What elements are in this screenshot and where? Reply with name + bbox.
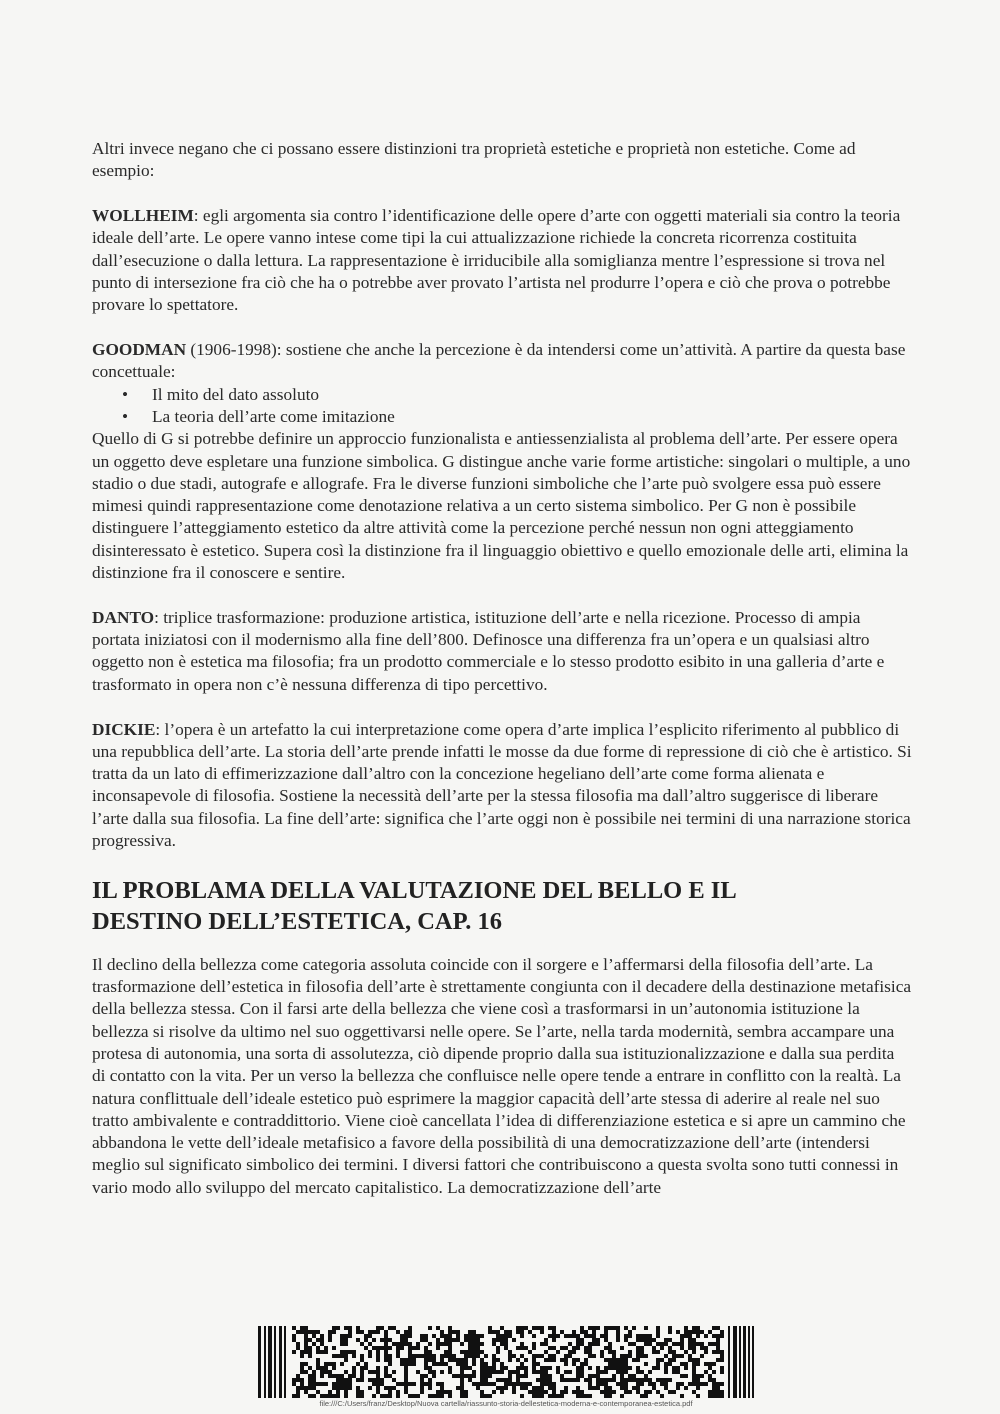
author-name: GOODMAN [92, 340, 187, 360]
paragraph-text: (1906-1998): sostiene che anche la percezione è da intendersi come un’attività. A partire da questa base concettuale: [92, 340, 906, 382]
goodman-continuation: Quello di G si potrebbe definire un approccio funzionalista e antiessenzialista al problema dell’arte. Per essere opera un oggetto deve espletare una funzione simbolica. G distingue anche varie forme artistiche: singolari o multiple, a uno stadio o due stadi, autografe e allografe. Fra le diverse funzioni simboliche che l’arte può svolgere essa può essere mimesi quindi rappresentazione come denotazione relativa a un certo sistema simbolico. Per G non è possibile distinguere l’atteggiamento estetico da altre attività come la percezione perché nessun non ogni atteggiamento disinteressato è estetico. Supera così la distinzione fra il linguaggio obiettivo e quello emozionale delle arti, elimina la distinzione fra il conoscere e sentire. [92, 429, 911, 583]
file-path-text: file:///C:/Users/franz/Desktop/Nuova cartella/riassunto-storia-dellestetica-moderna-e-contemporanea-estetica.pdf [319, 1399, 693, 1408]
document-body [92, 138, 912, 1199]
section-heading [92, 875, 912, 937]
heading-line: DESTINO DELL’ESTETICA, CAP. 16 [92, 907, 503, 935]
section-paragraph: Il declino della bellezza come categoria assoluta coincide con il sorgere e l’affermarsi della filosofia dell’arte. La trasformazione dell’estetica in filosofia dell’arte è strettamente congiunta con il decadere della destinazione metafisica della bellezza stessa. Con il farsi arte della bellezza che viene così a trasformarsi in un’autonomia istituzione la bellezza si risolve da ultimo nel suo oggettivarsi nelle opere. Se l’arte, nella tarda modernità, sembra accampare una protesa di autonomia, una sorta di assolutezza, ciò dipende proprio dalla sua istituzionalizzazione e dalla sua perdita di contatto con la vita. Per un verso la bellezza che confluisce nelle opere tende a entrare in conflitto con la realtà. La natura conflittuale dell’ideale estetico può esprimere la maggior capacità dell’arte stessa di aderire al reale nel suo tratto ambivalente e contraddittorio. Viene cioè cancellata l’idea di differenziazione estetica e si apre un cammino che abbandona le vette dell’ideale metafisico a favore della possibilità di una democratizzazione dell’arte (intendersi meglio sul significato simbolico dei termini. I diversi fattori che contribuiscono a questa svolta sono tutti connessi in vario modo allo sviluppo del mercato capitalistico. La democratizzazione dell’arte [92, 954, 912, 1197]
bullet-list [92, 384, 912, 429]
intro-paragraph: Altri invece negano che ci possano essere distinzioni tra proprietà estetiche e proprietà non estetiche. Come ad esempio: [92, 139, 856, 181]
goodman-section [92, 339, 912, 584]
goodman-paragraph [92, 339, 912, 384]
dickie-paragraph [92, 719, 912, 853]
wollheim-paragraph [92, 205, 912, 316]
heading-line: IL PROBLAMA DELLA VALUTAZIONE DEL BELLO E IL [92, 876, 737, 904]
barcode-image [258, 1326, 754, 1398]
paragraph-text: : triplice trasformazione: produzione artistica, istituzione dell’arte e nella ricezione. Processo di ampia portata iniziatosi con il modernismo alla fine dell’800. Definosce una differenza fra un’opera e un qualsiasi altro oggetto non è estetica ma filosofia; fra un prodotto commerciale e lo stesso prodotto esibito in una galleria d’arte e trasformato in opera non c’è nessuna differenza di tipo percettivo. [92, 607, 885, 694]
author-name: WOLLHEIM [92, 206, 194, 226]
paragraph-text: : egli argomenta sia contro l’identificazione delle opere d’arte con oggetti materiali sia contro la teoria ideale dell’arte. Le opere vanno intese come tipi la cui attualizzazione richiede la concreta ricorrenza costituita dall’esecuzione o dalla lettura. La rappresentazione è irriducibile alla somiglianza mentre l’espressione si trova nel punto di intersezione fra ciò che ha o potrebbe aver provato l’artista nel produrre l’opera e ciò che prova o potrebbe provare lo spettatore. [92, 206, 901, 315]
paragraph-text: : l’opera è un artefatto la cui interpretazione come opera d’arte implica l’esplicito riferimento al pubblico di una repubblica dell’arte. La storia dell’arte prende infatti le mosse da due forme di repressione di ciò che è artistico. Si tratta da un lato di effimerizzazione dall’altro con la concezione hegeliano dell’arte come forma alienata e inconsapevole di filosofia. Sostiene la necessità dell’arte per la stessa filosofia ma dall’altro suggerisce di liberare l’arte dalla sua filosofia. La fine dell’arte: significa che l’arte oggi non è possibile nei termini di una narrazione storica progressiva. [92, 719, 912, 851]
list-item: • Il mito del dato assoluto [122, 384, 912, 406]
author-name: DANTO [92, 607, 155, 627]
list-item: • La teoria dell’arte come imitazione [122, 406, 912, 428]
page-footer [258, 1326, 754, 1414]
author-name: DICKIE [92, 719, 156, 739]
danto-paragraph [92, 607, 912, 696]
